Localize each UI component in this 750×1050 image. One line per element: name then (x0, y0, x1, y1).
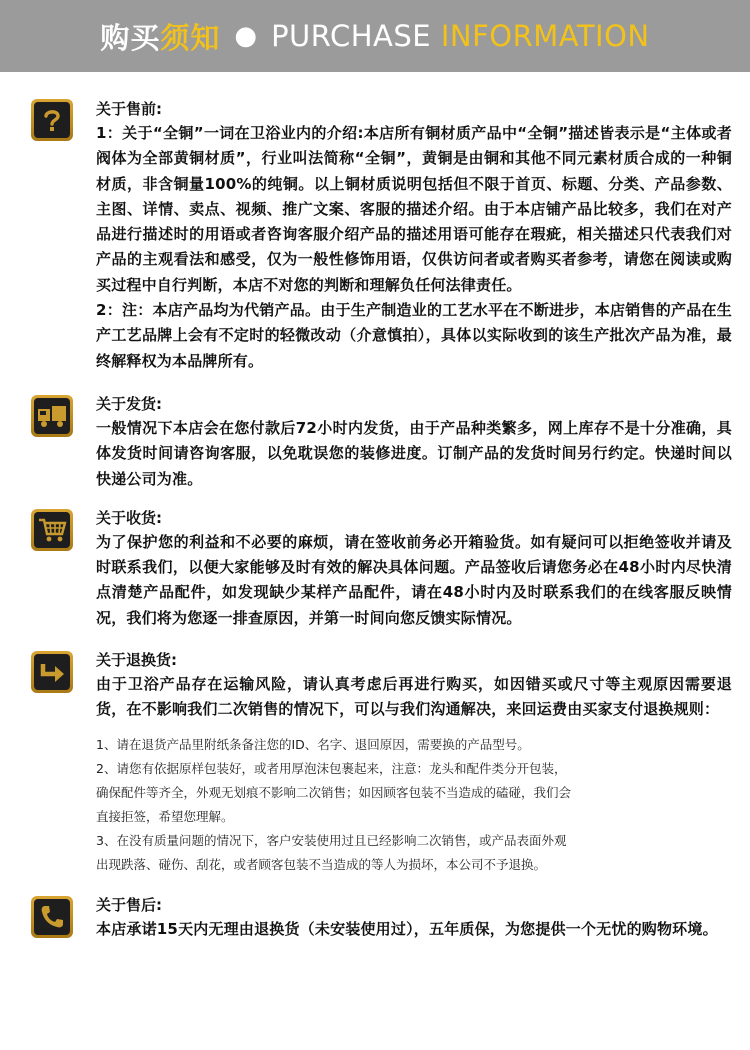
section-title: 关于售后: (96, 895, 162, 914)
rule-line: 确保配件等齐全，外观无划痕不影响二次销售；如因顾客包装不当造成的磕碰，我们会 (96, 784, 572, 800)
header-banner (0, 0, 750, 72)
rule-line: 3、在没有质量问题的情况下，客户安装使用过且已经影响二次销售，或产品表面外观 (96, 832, 567, 848)
section-paragraph: 一般情况下本店会在您付款后72小时内发货，由于产品种类繁多，网上库存不是十分准确，具体发货时间请咨询客服，以免耽误您的装修进度。订制产品的发货时间另行约定。快递时间以快递公司为准。 (96, 418, 732, 488)
shopping-cart-icon (31, 509, 73, 551)
section-paragraph: 2：注：本店产品均为代销产品。由于生产制造业的工艺水平在不断进步，本店销售的产品在生产工艺品牌上会有不定时的轻微改动（介意慎拍），具体以实际收到的该生产批次产品为准，最终解释权为本品牌所有。 (96, 301, 732, 370)
section-title: 关于售前: (96, 100, 162, 118)
section-receiving (0, 506, 750, 631)
section-pre-sale (0, 97, 750, 374)
section-paragraph: 本店承诺15天内无理由退换货（未安装使用过），五年质保，为您提供一个无忧的购物环境。 (96, 919, 718, 938)
return-rules (96, 733, 732, 877)
rule-line: 2、请您有依据原样包装好，或者用厚泡沫包裹起来，注意：龙头和配件类分开包装， (96, 760, 567, 776)
section-after-sale (0, 893, 750, 942)
section-paragraph: 由于卫浴产品存在运输风险，请认真考虑后再进行购买，如因错买或尺寸等主观原因需要退货，在不影响我们二次销售的情况下，可以与我们沟通解决，来回运费由买家支付退换规则： (96, 675, 732, 719)
rule-line: 直接拒签，希望您理解。 (96, 808, 234, 824)
header-dot: ● (234, 21, 258, 51)
section-paragraph: 1：关于“全铜”一词在卫浴业内的介绍:本店所有铜材质产品中“全铜”描述皆表示是“主体或者阀体为全部黄铜材质”，行业叫法简称“全铜”，黄铜是由铜和其他不同元素材质合成的一种铜材质，非含铜量100%的纯铜。以上铜材质说明包括但不限于首页、标题、分类、产品参数、主图、详情、卖点、视频、推广文案、客服的描述介绍。由于本店铺产品比较多，我们在对产品进行描述时的用语或者咨询客服介绍产品的描述用语可能存在瑕疵，相关描述只代表我们对产品的主观看法和感受，仅为一般性修饰用语，仅供访问者或者购买者参考，请您在阅读或购买过程中自行判断，本店不对您的判断和理解负任何法律责任。 (96, 124, 732, 294)
rule-line: 出现跌落、碰伤、刮花，或者顾客包装不当造成的等人为损坏，本公司不予退换。 (96, 856, 547, 872)
section-title: 关于收货: (96, 508, 162, 527)
section-returns (0, 648, 750, 877)
section-paragraph: 为了保护您的利益和不必要的麻烦，请在签收前务必开箱验货。如有疑问可以拒绝签收并请及时联系我们，以便大家能够及时有效的解决具体问题。产品签收后请您务必在48小时内尽快清点清楚产品配件，如发现缺少某样产品配件，请在48小时内及时联系我们的在线客服反映情况，我们将为您逐一排查原因，并第一时间向您反馈实际情况。 (96, 532, 732, 627)
phone-icon (31, 896, 73, 938)
section-title: 关于退换货: (96, 651, 177, 670)
header-title-cn: 购买须知 (100, 20, 221, 55)
section-shipping (0, 392, 750, 492)
section-title: 关于发货: (96, 394, 162, 413)
return-arrow-icon (31, 651, 73, 693)
header-title-en: PURCHASE INFORMATION (271, 19, 650, 53)
question-icon (31, 99, 73, 141)
truck-icon (31, 395, 73, 437)
rule-line: 1、请在退货产品里附纸条备注您的ID、名字、退回原因，需要换的产品型号。 (96, 736, 530, 752)
